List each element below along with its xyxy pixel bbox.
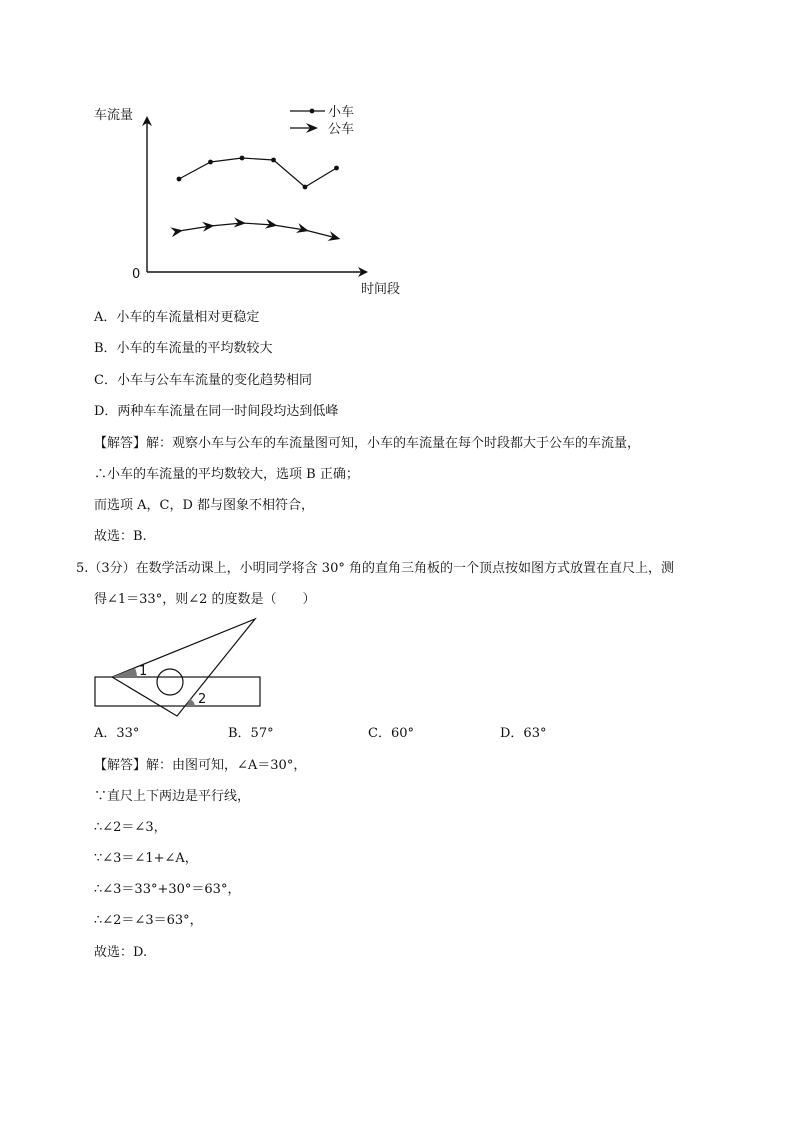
series-layer — [170, 156, 341, 244]
q5-answer-line-2: ∵直尺上下两边是平行线， — [94, 789, 251, 804]
q5-answer-line-5: ∴∠3＝33°+30°＝63°， — [94, 882, 241, 897]
x-axis-label: 时间段 — [361, 282, 401, 297]
bus-point-6 — [328, 231, 342, 244]
angle-1-label: 1 — [139, 664, 148, 679]
bus-point-1 — [170, 225, 183, 237]
q5-stem-line-2: 得∠1＝33°，则∠2 的度数是（ ） — [94, 592, 316, 607]
q4-answer-line-3: 而选项 A，C，D 都与图象不相符合， — [94, 498, 315, 513]
traffic-flow-chart — [0, 0, 794, 320]
series-line-car — [179, 158, 337, 187]
legend-car-label: 小车 — [328, 105, 355, 120]
series-line-bus — [179, 223, 337, 238]
triangle-hole — [157, 669, 183, 695]
q5-answer-line-4: ∵∠3＝∠1+∠A， — [94, 851, 198, 866]
triangle — [112, 619, 255, 716]
q4-answer-line-4: 故选：B. — [94, 529, 147, 544]
q5-option-b: B．57° — [228, 726, 274, 741]
q5-answer-line-7: 故选：D. — [94, 945, 148, 960]
q4-option-c: C．小车与公车车流量的变化趋势相同 — [94, 373, 312, 388]
q5-option-d: D．63° — [500, 726, 547, 741]
car-point-4 — [271, 158, 276, 163]
q5-answer-line-3: ∴∠2＝∠3， — [94, 820, 167, 835]
car-point-3 — [240, 156, 245, 161]
q4-answer-line-1: 【解答】解：观察小车与公车的车流量图可知，小车的车流量在每个时段都大于公车的车流量， — [94, 436, 641, 451]
origin-label: 0 — [132, 267, 141, 282]
angle-1-mark — [112, 668, 137, 677]
ruler — [95, 677, 260, 706]
legend-car-marker — [310, 109, 315, 114]
q5-answer-line-1: 【解答】解：由图可知，∠A＝30°， — [94, 758, 307, 773]
car-point-2 — [208, 160, 213, 165]
q5-option-a: A．33° — [94, 726, 140, 741]
q5-answer-line-6: ∴∠2＝∠3＝63°， — [94, 913, 203, 928]
car-point-6 — [334, 166, 339, 171]
q5-stem-line-1: 5.（3分）在数学活动课上，小明同学将含 30° 角的直角三角板的一个顶点按如图方式放置在直尺上，测 — [76, 561, 674, 576]
q4-option-d: D．两种车车流量在同一时间段均达到低峰 — [94, 404, 339, 419]
y-axis-label: 车流量 — [94, 108, 134, 123]
angle-2-mark — [186, 699, 195, 706]
bus-point-2 — [202, 221, 215, 232]
q4-option-a: A．小车的车流量相对更稳定 — [94, 310, 260, 325]
q5-option-c: C．60° — [368, 726, 414, 741]
q4-option-b: B．小车的车流量的平均数较大 — [94, 341, 273, 356]
legend-bus-label: 公车 — [328, 122, 355, 137]
q4-answer-line-2: ∴小车的车流量的平均数较大，选项 B 正确； — [94, 467, 359, 482]
bus-point-3 — [234, 218, 247, 229]
angle-2-label: 2 — [198, 692, 207, 707]
car-point-1 — [177, 177, 182, 182]
car-point-5 — [303, 185, 308, 190]
